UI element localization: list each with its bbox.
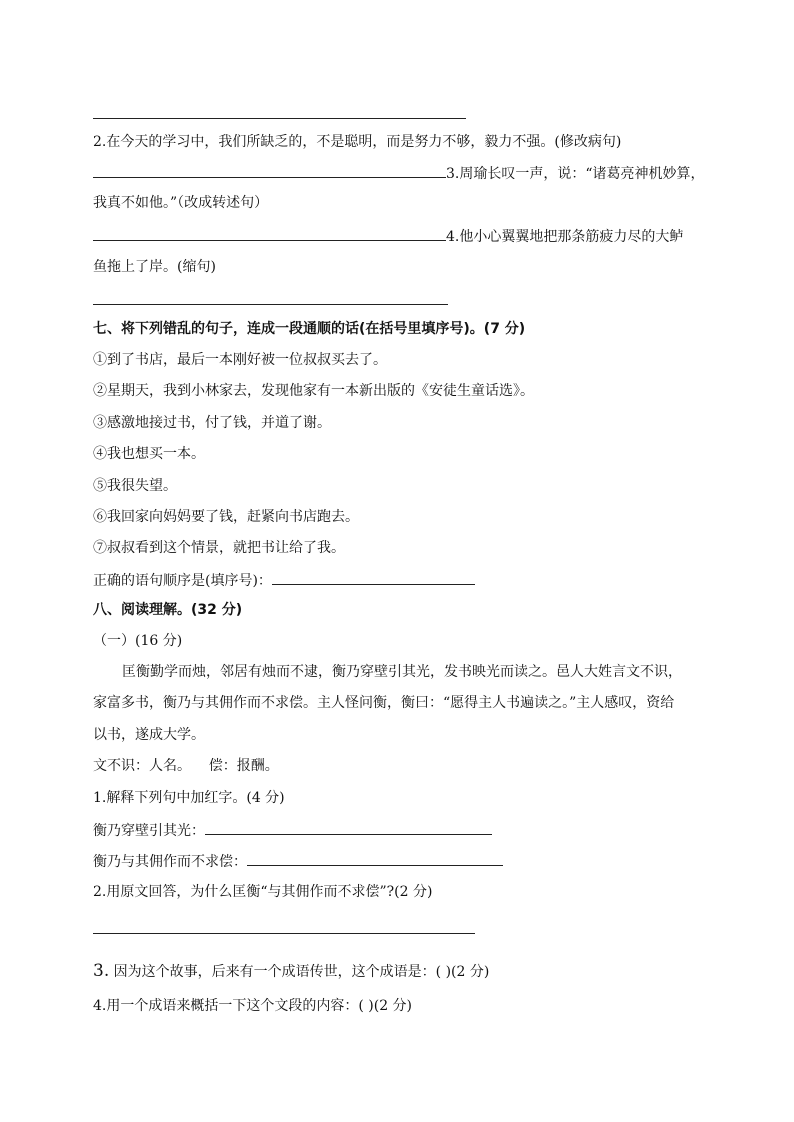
question-3-cont: 我真不如他。”（改成转述句） xyxy=(93,195,269,211)
reading-question-1: 1.解释下列句中加红字。(4 分) xyxy=(93,790,285,806)
q2-answer-line[interactable] xyxy=(93,933,475,934)
section-7-title: 七、将下列错乱的句子，连成一段通顺的话(在括号里填序号)。(7 分) xyxy=(93,321,526,337)
sentence-1: ①到了书店，最后一本刚好被一位叔叔买去了。 xyxy=(93,352,387,368)
sentence-3: ③感激地接过书，付了钱，并道了谢。 xyxy=(93,415,331,431)
question-4-cont: 鱼拖上了岸。(缩句) xyxy=(93,259,216,275)
question-3-text: 3.周瑜长叹一声，说：“诸葛亮神机妙算， xyxy=(446,166,705,182)
sentence-2: ②星期天，我到小林家去，发现他家有一本新出版的《安徒生童话选》。 xyxy=(93,383,534,399)
passage-line-3: 以书，遂成大学。 xyxy=(93,727,205,743)
q1a-answer-line[interactable] xyxy=(205,820,492,835)
order-label: 正确的语句顺序是(填序号)： xyxy=(93,573,272,589)
q3-number: 3. xyxy=(93,961,110,981)
order-answer-line[interactable] xyxy=(272,570,475,585)
sentence-4: ④我也想买一本。 xyxy=(93,446,205,462)
q1a-label: 衡乃穿壁引其光： xyxy=(93,823,205,839)
question-4-text: 4.他小心翼翼地把那条筋疲力尽的大鲈 xyxy=(446,229,684,245)
reading-question-2: 2.用原文回答，为什么匡衡“与其佣作而不求偿”?(2 分) xyxy=(93,884,433,900)
reading-question-3 xyxy=(93,962,489,981)
q1b-label: 衡乃与其佣作而不求偿： xyxy=(93,854,247,870)
question-4-line xyxy=(93,226,683,246)
answer-line-2[interactable] xyxy=(93,163,446,178)
q3-text: 因为这个故事，后来有一个成语传世，这个成语是：( )(2 分) xyxy=(109,964,490,980)
question-3-line xyxy=(93,163,705,183)
reading-question-1a xyxy=(93,820,492,840)
answer-line-3[interactable] xyxy=(93,226,446,241)
question-2: 2.在今天的学习中，我们所缺乏的，不是聪明，而是努力不够，毅力不强。(修改病句) xyxy=(93,134,622,150)
part-1-heading: （一）(16 分) xyxy=(93,633,183,649)
order-answer xyxy=(93,570,475,590)
reading-question-1b xyxy=(93,851,503,871)
q1b-answer-line[interactable] xyxy=(247,851,503,866)
passage-line-2: 家富多书，衡乃与其佣作而不求偿。主人怪问衡，衡曰：“愿得主人书遍读之。”主人感叹，资给 xyxy=(93,695,675,711)
answer-line-1[interactable] xyxy=(93,118,466,119)
passage-line-1: 匡衡勤学而烛，邻居有烛而不逮，衡乃穿壁引其光，发书映光而读之。邑人大姓言文不识， xyxy=(122,664,682,680)
answer-line-4[interactable] xyxy=(93,304,448,305)
word-notes: 文不识：人名。 偿：报酬。 xyxy=(93,758,279,774)
reading-question-4: 4.用一个成语来概括一下这个文段的内容：( )(2 分) xyxy=(93,998,413,1014)
sentence-7: ⑦叔叔看到这个情景，就把书让给了我。 xyxy=(93,540,345,556)
sentence-6: ⑥我回家向妈妈要了钱，赶紧向书店跑去。 xyxy=(93,509,359,525)
sentence-5: ⑤我很失望。 xyxy=(93,478,177,494)
section-8-title: 八、阅读理解。(32 分) xyxy=(93,602,243,618)
